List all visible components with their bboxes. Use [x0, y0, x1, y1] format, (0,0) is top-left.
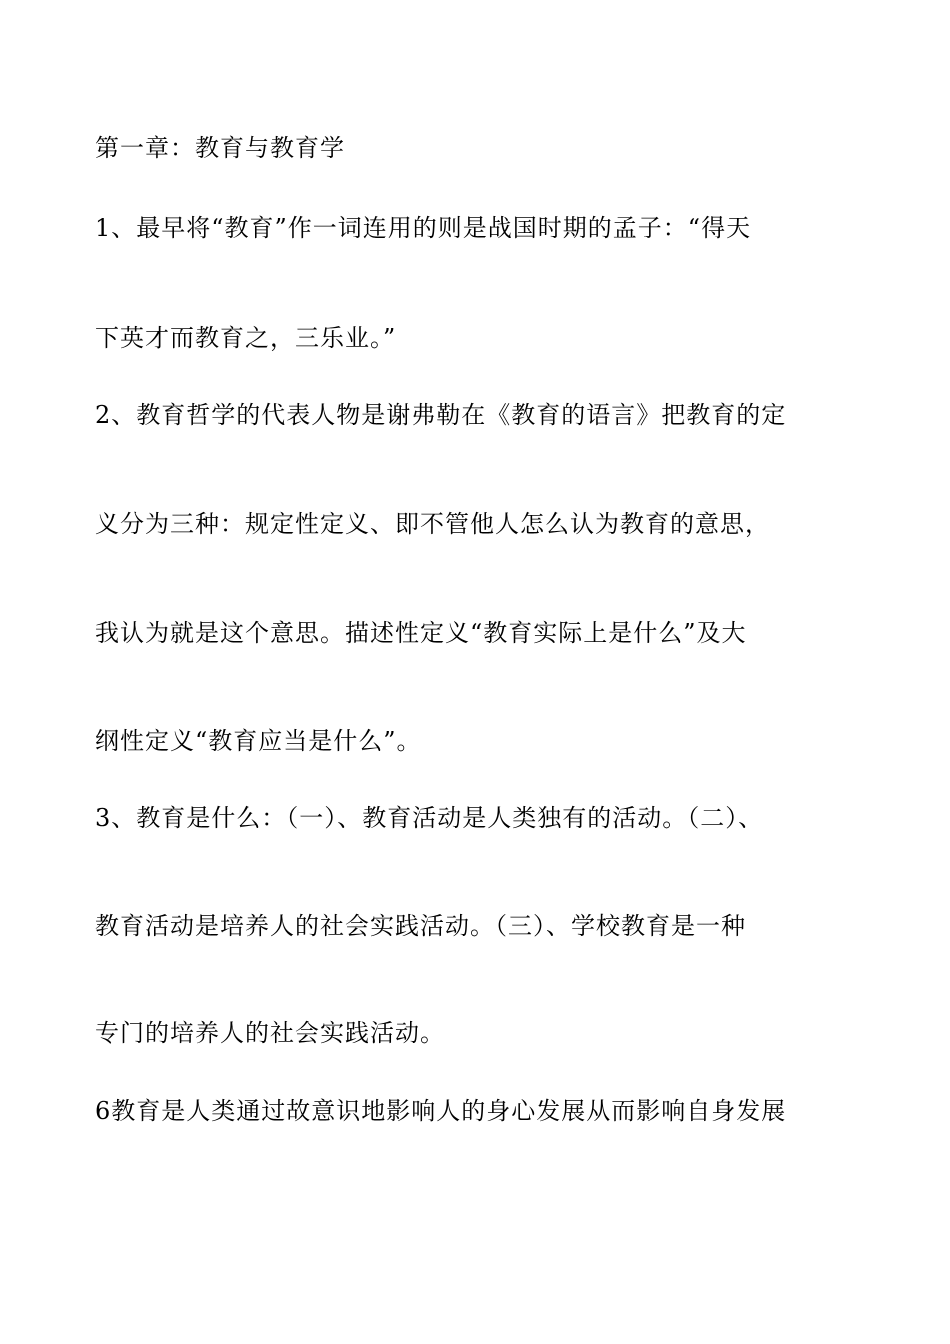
paragraph-line: 我认为就是这个意思。描述性定义“教育实际上是什么”及大	[95, 619, 747, 647]
paragraph-line: 6教育是人类通过故意识地影响人的身心发展从而影响自身发展	[95, 1097, 787, 1125]
paragraph-line: 专门的培养人的社会实践活动。	[95, 1019, 445, 1047]
paragraph-line: 义分为三种：规定性定义、即不管他人怎么认为教育的意思，	[95, 510, 770, 538]
paragraph-line: 教育活动是培养人的社会实践活动。（三）、学校教育是一种	[95, 912, 746, 940]
paragraph-line: 纲性定义“教育应当是什么”。	[95, 727, 422, 755]
paragraph-line: 下英才而教育之，三乐业。”	[95, 324, 397, 352]
paragraph-line: 2、教育哲学的代表人物是谢弗勒在《教育的语言》把教育的定	[95, 401, 787, 429]
chapter-title: 第一章：教育与教育学	[95, 134, 345, 162]
paragraph-line: 1、最早将“教育”作一词连用的则是战国时期的孟子：“得天	[95, 214, 752, 242]
paragraph-line: 3、教育是什么：（一）、教育活动是人类独有的活动。（二）、	[95, 804, 764, 832]
